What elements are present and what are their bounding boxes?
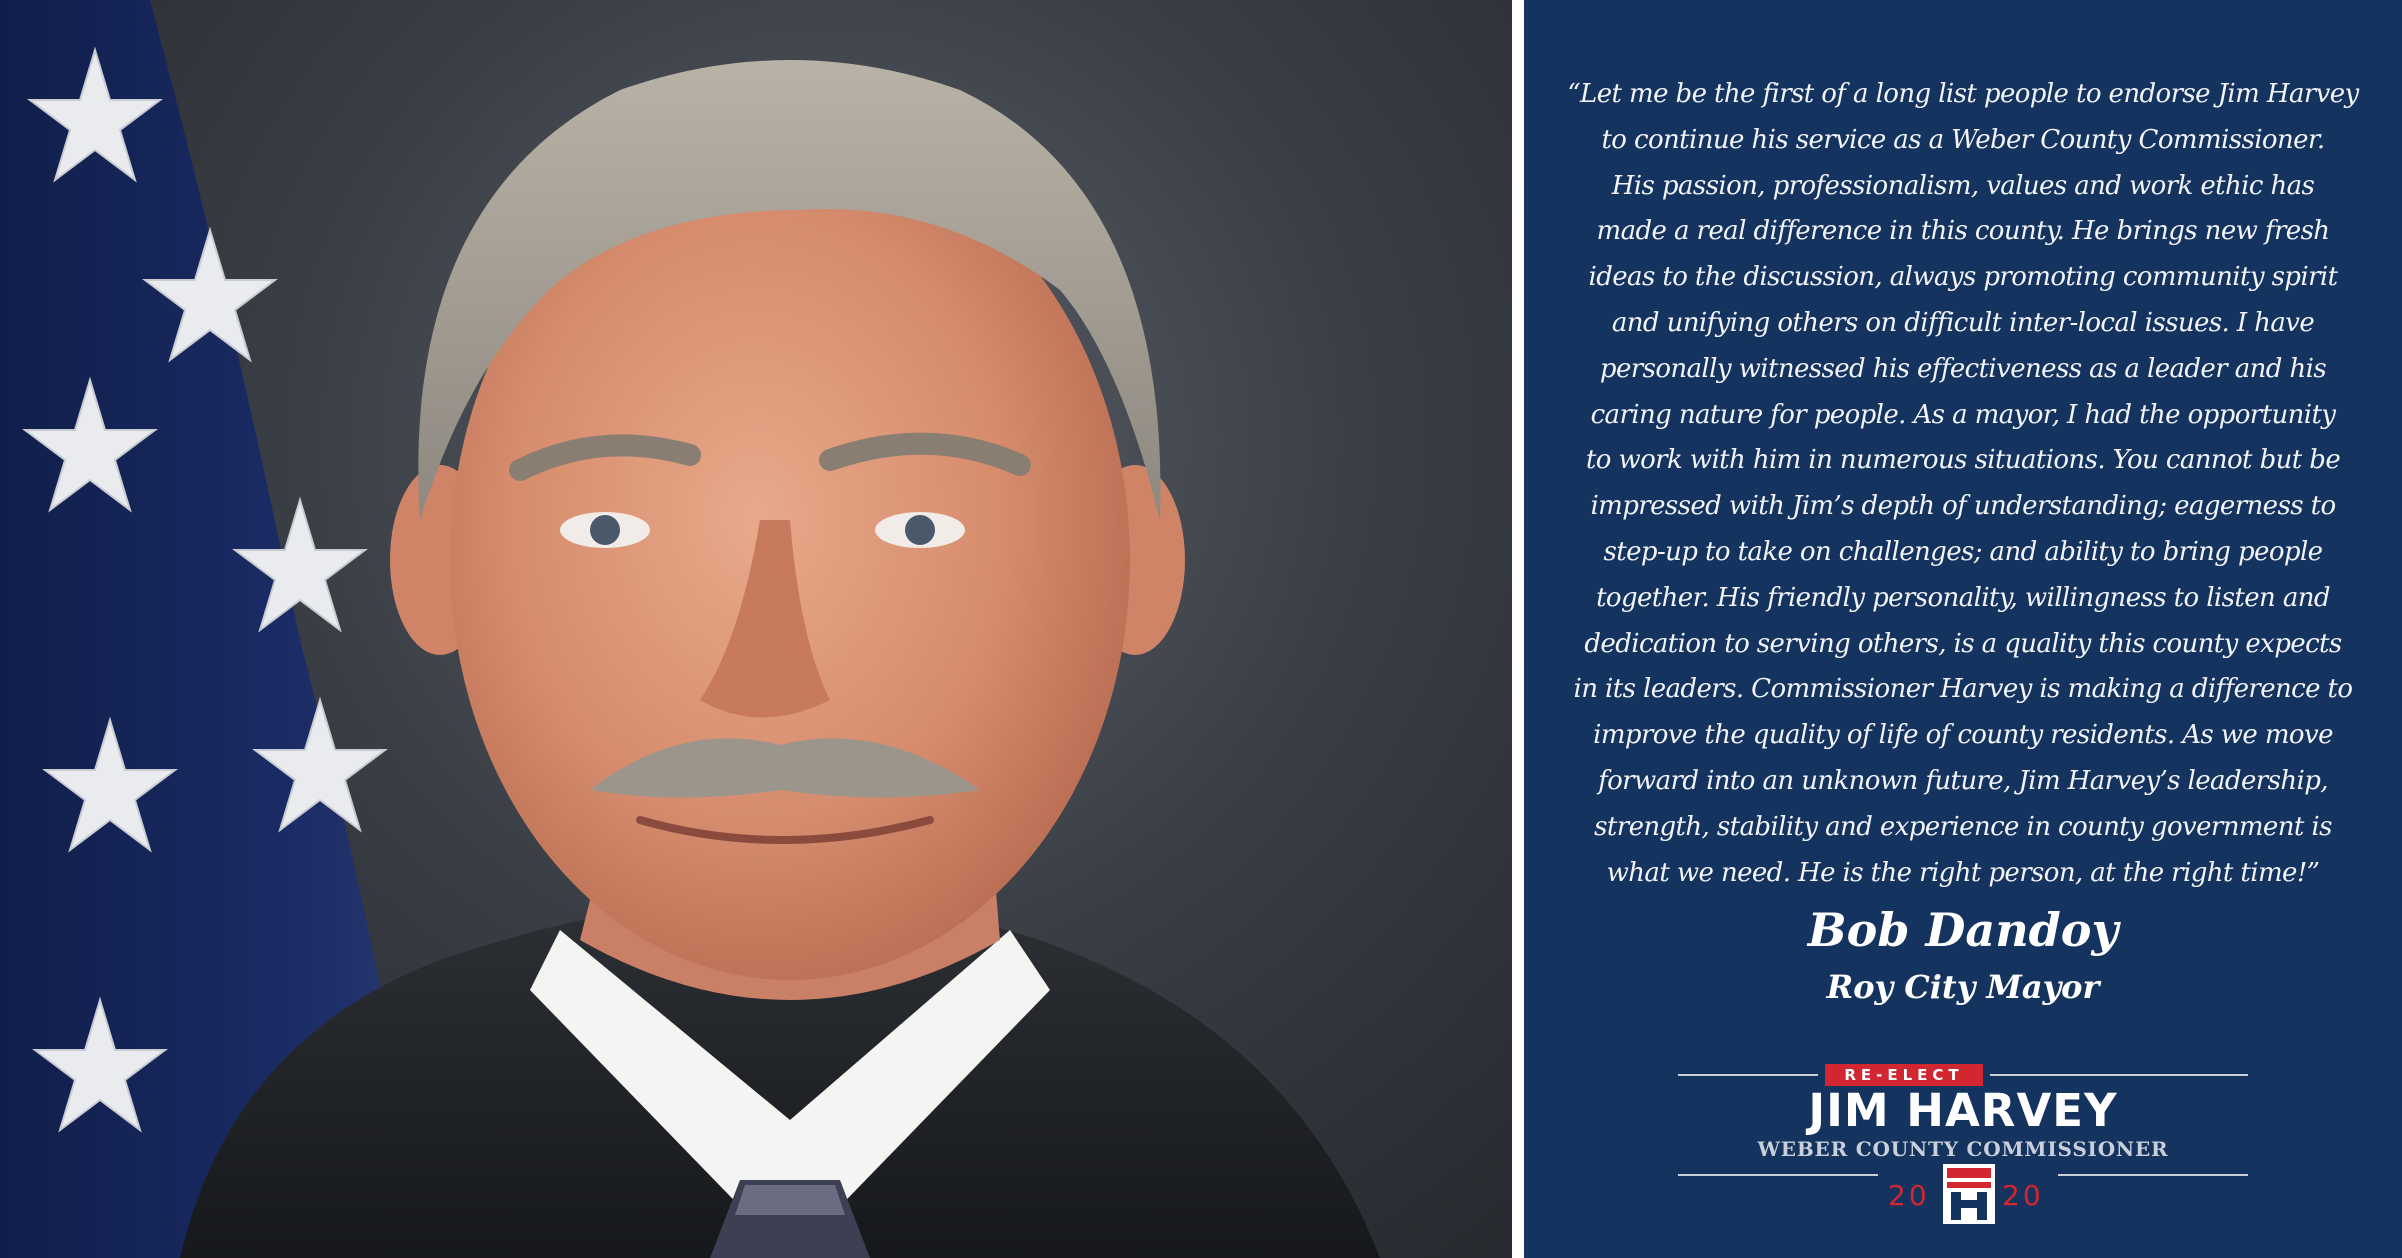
quote-line: together. His friendly personality, willingness to listen and	[1596, 582, 2330, 613]
quote-line: strength, stability and experience in county government is	[1594, 811, 2332, 842]
candidate-name: JIM HARVEY	[1808, 1084, 2118, 1137]
quote-line: personally witnessed his effectiveness as a leader and his	[1599, 353, 2327, 384]
h-monogram-icon	[1943, 1164, 1995, 1224]
logo-rule-top-right	[1990, 1074, 2248, 1076]
logo-rule-top-left	[1678, 1074, 1818, 1076]
quote-line: to continue his service as a Weber County Commissioner.	[1601, 124, 2325, 155]
author-name: Bob Dandoy	[1807, 903, 2119, 957]
quote-line: caring nature for people. As a mayor, I had the opportunity	[1590, 399, 2336, 430]
quote-line: and unifying others on difficult inter-local issues. I have	[1611, 307, 2315, 338]
logo-rule-bottom-left	[1678, 1174, 1878, 1176]
logo-rule-bottom-right	[2058, 1174, 2248, 1176]
year-right: 20	[2002, 1179, 2044, 1212]
re-elect-tag: RE-ELECT	[1825, 1064, 1983, 1086]
quote-line: made a real difference in this county. He brings new fresh	[1596, 216, 2330, 247]
quote-line: step-up to take on challenges; and ability to bring people	[1603, 536, 2323, 567]
quote-line: improve the quality of life of county residents. As we move	[1593, 720, 2333, 751]
quote-line: His passion, professionalism, values and work ethic has	[1611, 170, 2315, 201]
quote-line: what we need. He is the right person, at the right time!”	[1606, 857, 2320, 888]
quote-line: ideas to the discussion, always promoting community spirit	[1588, 262, 2338, 293]
campaign-logo	[1678, 1064, 2248, 1232]
quote-line: impressed with Jim’s depth of understanding; eagerness to	[1590, 491, 2336, 522]
year-left: 20	[1888, 1179, 1930, 1212]
quote-line: “Let me be the first of a long list people to endorse Jim Harvey	[1567, 79, 2359, 109]
quote-line: dedication to serving others, is a quality this county expects	[1584, 628, 2342, 659]
candidate-office: WEBER COUNTY COMMISSIONER	[1757, 1137, 2169, 1161]
quote-line: to work with him in numerous situations. You cannot but be	[1585, 445, 2341, 476]
endorsement-panel	[1524, 0, 2402, 1258]
quote-line: in its leaders. Commissioner Harvey is making a difference to	[1573, 674, 2353, 705]
quote-line: forward into an unknown future, Jim Harvey’s leadership,	[1598, 765, 2328, 796]
author-title: Roy City Mayor	[1826, 968, 2100, 1006]
endorsement-quote	[1552, 72, 2374, 896]
